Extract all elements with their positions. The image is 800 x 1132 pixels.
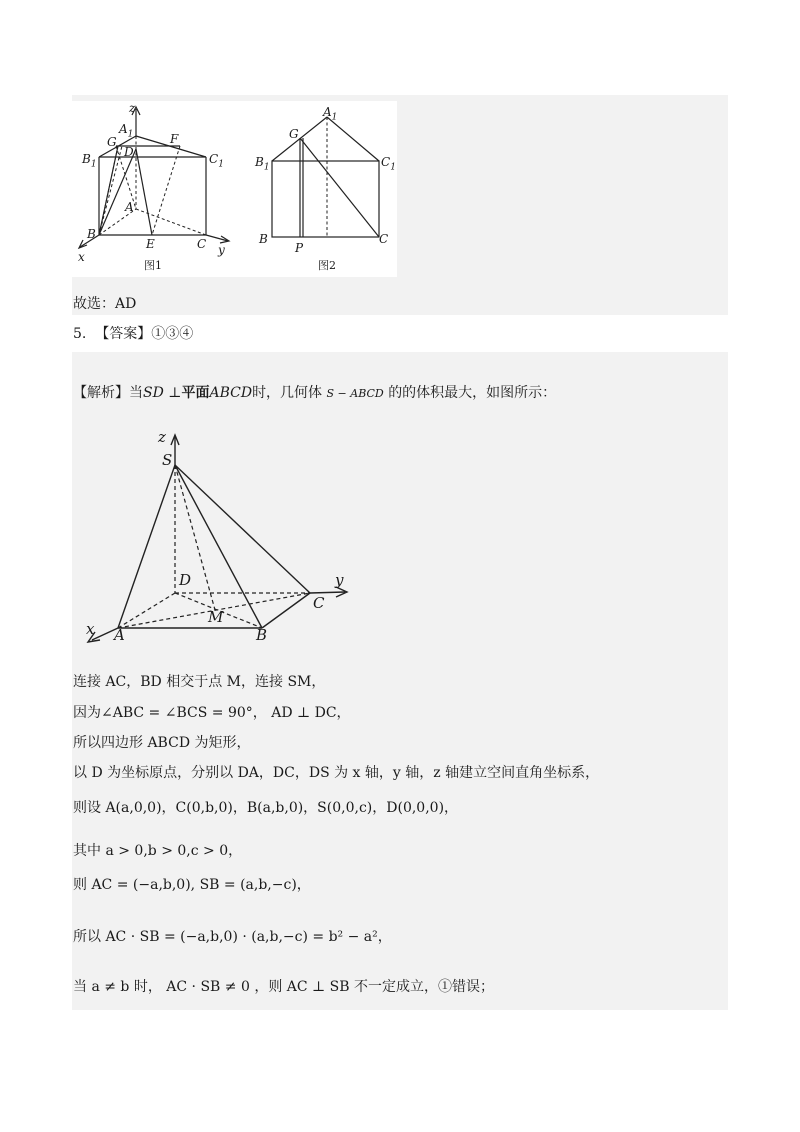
- fig3-label-m: M: [208, 608, 224, 626]
- fig3-label-z: z: [158, 428, 166, 446]
- fig1-label-x: x: [78, 250, 85, 264]
- solution-line-9: 当 a ≠ b 时， AC · SB ≠ 0 ，则 AC ⊥ SB 不一定成立，①错误；: [73, 979, 494, 995]
- q5-answer: 5. 【答案】①③④: [73, 326, 194, 342]
- fig1-label-g: G: [107, 135, 117, 149]
- solution-line-3: 所以四边形 ABCD 为矩形，: [73, 735, 251, 751]
- fig3-label-s: S: [162, 451, 173, 469]
- fig1-label-f: F: [170, 132, 179, 146]
- fig2-label-b1: $B_1$: [255, 155, 270, 173]
- solution-line-7: 则 AC = (−a,b,0), SB = (a,b,−c)，: [73, 877, 311, 893]
- fig2-label-c1: $C_1$: [381, 155, 396, 173]
- fig1-caption: 图1: [144, 259, 162, 272]
- answer-4-text: 故选：AD: [73, 296, 137, 312]
- fig1-label-a1: $A_1$: [119, 122, 134, 140]
- solution-line-5: 则设 A(a,0,0)，C(0,b,0)，B(a,b,0)，S(0,0,c)，D(0,0,0)，: [73, 800, 459, 816]
- analysis-intro: 【解析】当SD ⊥平面ABCD时，几何体 S − ABCD 的的体积最大，如图所示：: [73, 385, 557, 401]
- fig1-label-y: y: [218, 243, 225, 257]
- fig3-label-a: A: [114, 626, 125, 644]
- fig2-label-c: C: [379, 232, 389, 246]
- fig2-caption: 图2: [318, 259, 336, 272]
- fig3-label-c: C: [313, 594, 325, 612]
- solution-line-8: 所以 AC · SB = (−a,b,0) · (a,b,−c) = b² − a²，: [73, 929, 392, 945]
- fig1-label-a: A: [125, 200, 134, 214]
- fig1-label-b: B: [87, 227, 96, 241]
- fig1-label-e: E: [146, 237, 155, 251]
- fig3-label-x: x: [86, 620, 95, 638]
- solution-line-6: 其中 a > 0,b > 0,c > 0，: [73, 843, 243, 859]
- fig3-label-y: y: [335, 571, 344, 589]
- fig2-label-p: P: [295, 241, 304, 255]
- fig3-label-d: D: [179, 571, 192, 589]
- fig2-label-g: G: [289, 127, 299, 141]
- fig2-label-b: B: [259, 232, 268, 246]
- fig1-label-c: C: [197, 237, 207, 251]
- fig1-label-z: z: [129, 101, 136, 115]
- fig1-label-d: D: [124, 145, 134, 159]
- fig1-label-b1: $B_1$: [82, 152, 97, 170]
- solution-line-1: 连接 AC，BD 相交于点 M，连接 SM，: [73, 674, 326, 690]
- pyramid-figure: [70, 425, 400, 655]
- fig1-label-c1: $C_1$: [209, 152, 224, 170]
- fig2-label-a1: $A_1$: [323, 105, 338, 123]
- solution-line-4: 以 D 为坐标原点，分别以 DA，DC，DS 为 x 轴，y 轴，z 轴建立空间直角坐标系，: [73, 765, 600, 781]
- fig3-label-b: B: [256, 626, 268, 644]
- solution-line-2: 因为∠ABC = ∠BCS = 90°， AD ⊥ DC，: [73, 705, 351, 721]
- figure-panel: [72, 101, 397, 277]
